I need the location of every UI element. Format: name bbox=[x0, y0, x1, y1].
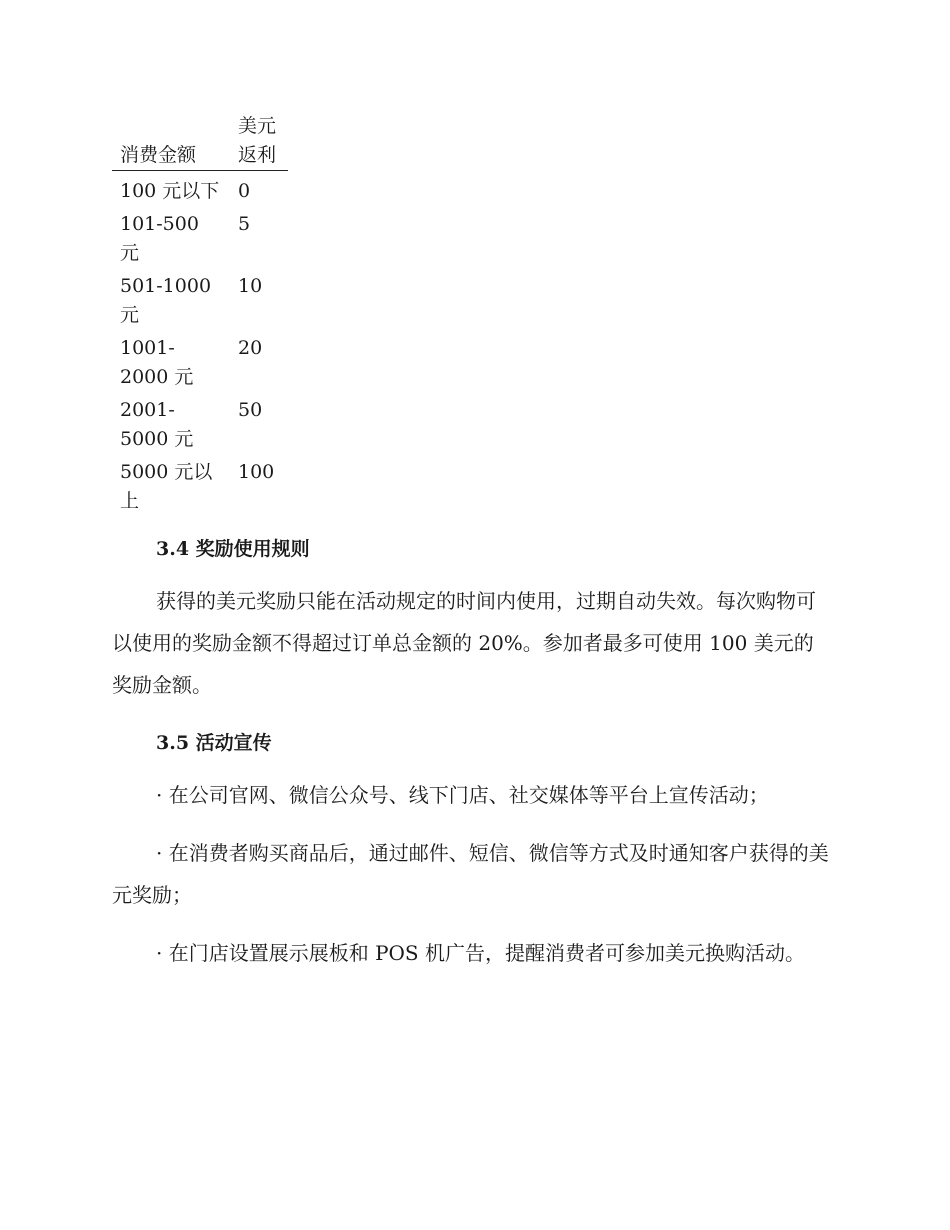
promotion-bullet-1: · 在公司官网、微信公众号、线下门店、社交媒体等平台上宣传活动； bbox=[156, 783, 769, 807]
table-cell-amount: 101-500 元 bbox=[120, 213, 199, 264]
table-cell-rebate: 5 bbox=[238, 213, 251, 235]
table-cell-amount: 2001-5000 元 bbox=[120, 399, 194, 450]
paragraph-reward-rules: 获得的美元奖励只能在活动规定的时间内使用，过期自动失效。每次购物可以使用的奖励金额不得超过订单总金额的 20%。参加者最多可使用 100 美元的奖励金额。 bbox=[112, 589, 816, 697]
rebate-table bbox=[112, 112, 288, 516]
table-header-amount: 消费金额 bbox=[120, 144, 197, 166]
table-row bbox=[112, 454, 288, 516]
document-page bbox=[112, 112, 832, 974]
table-cell-amount: 1001-2000 元 bbox=[120, 337, 194, 388]
table-cell-rebate: 50 bbox=[238, 399, 263, 421]
table-cell-rebate: 20 bbox=[238, 337, 263, 359]
table-header-rebate: 美元返利 bbox=[238, 115, 277, 166]
table-row bbox=[112, 206, 288, 268]
table-cell-amount: 5000 元以上 bbox=[120, 461, 213, 512]
table-cell-rebate: 100 bbox=[238, 461, 275, 483]
table-cell-rebate: 0 bbox=[238, 180, 251, 202]
table-row bbox=[112, 330, 288, 392]
table-row bbox=[112, 268, 288, 330]
table-cell-amount: 501-1000 元 bbox=[120, 275, 212, 326]
promotion-bullet-2: · 在消费者购买商品后，通过邮件、短信、微信等方式及时通知客户获得的美元奖励； bbox=[112, 841, 829, 907]
table-row bbox=[112, 171, 288, 207]
section-heading-reward-rules: 3.4 奖励使用规则 bbox=[156, 538, 310, 560]
table-header-row bbox=[112, 112, 288, 171]
table-cell-rebate: 10 bbox=[238, 275, 263, 297]
table-cell-amount: 100 元以下 bbox=[120, 180, 220, 202]
table-row bbox=[112, 392, 288, 454]
promotion-bullet-3: · 在门店设置展示展板和 POS 机广告，提醒消费者可参加美元换购活动。 bbox=[156, 941, 805, 965]
section-heading-promotion: 3.5 活动宣传 bbox=[156, 732, 272, 754]
